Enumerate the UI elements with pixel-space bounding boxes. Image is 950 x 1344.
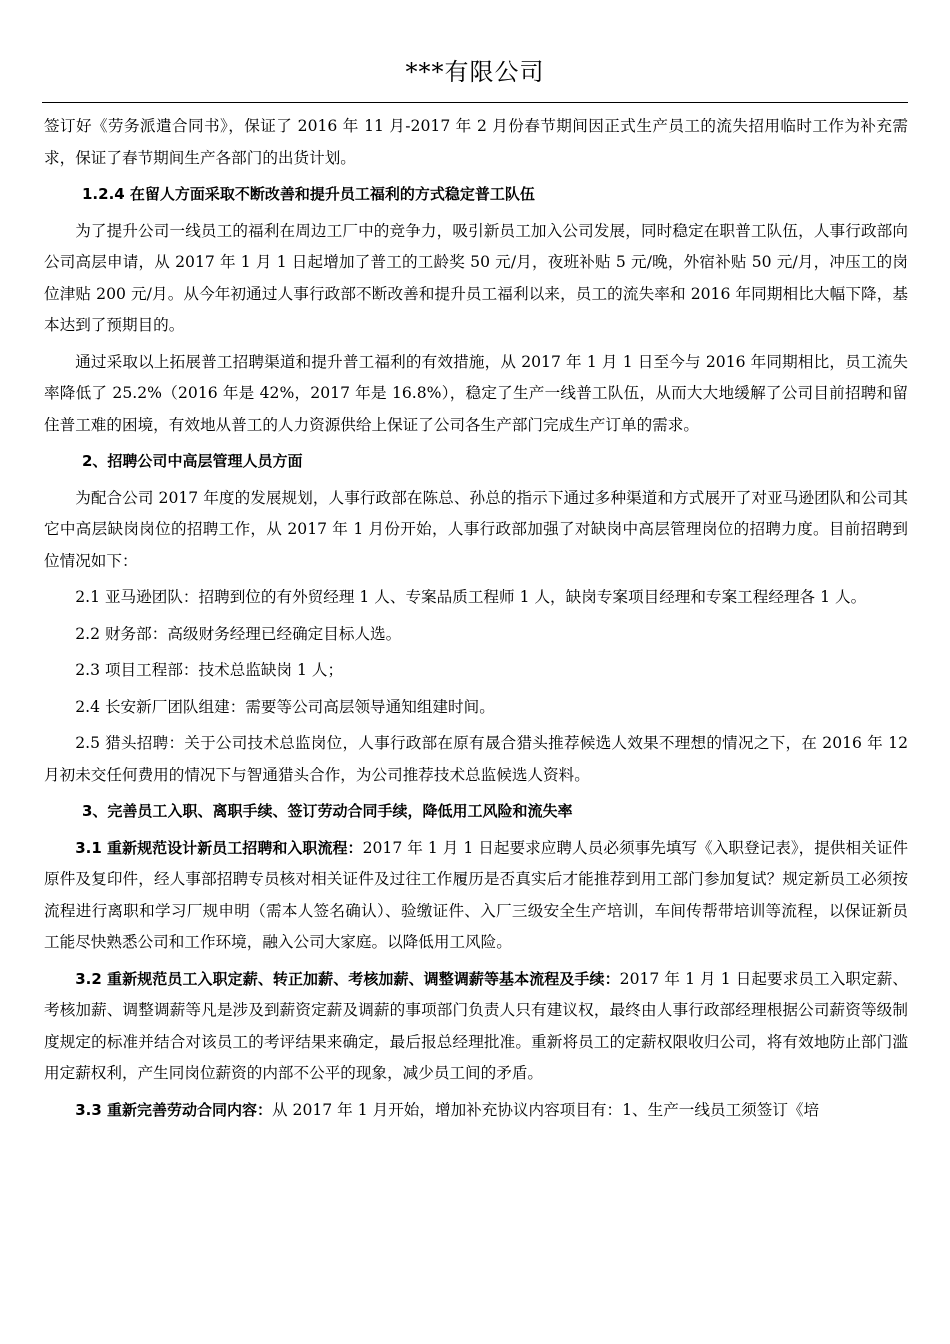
paragraph-text: 2017 年 1 月 1 日起要求应聘人员必须事先填写《入职登记表》，提供相关证件原件及复印件，经人事部招聘专员核对相关证件及过往工作履历是否真实后才能推荐到用工部门参加复试？规定新员工必须按流程进行离职和学习厂规申明（需本人签名确认）、验缴证件、入厂三级安全生产培训，车间传帮带培训等流程，以保证新员工能尽快熟悉公司和工作环境，融入公司大家庭。以降低用工风险。 bbox=[44, 838, 909, 951]
paragraph: 为了提升公司一线员工的福利在周边工厂中的竞争力，吸引新员工加入公司发展，同时稳定在职普工队伍，人事行政部向公司高层申请，从 2017 年 1 月 1 日起增加了普工的工龄奖 50 元/月，夜班补贴 5 元/晚，外宿补贴 50 元/月，冲压工的岗位津贴 200 元/月。从今年初通过人事行政部不断改善和提升员工福利以来，员工的流失率和 2016 年同期相比大幅下降，基本达到了预期目的。 bbox=[44, 221, 908, 334]
page-header-title: ***有限公司 bbox=[405, 58, 545, 86]
list-item: 2.1 亚马逊团队：招聘到位的有外贸经理 1 人、专案品质工程师 1 人，缺岗专案项目经理和专案工程经理各 1 人。 bbox=[75, 588, 867, 606]
list-item: 2.5 猎头招聘：关于公司技术总监岗位，人事行政部在原有晟合猎头推荐候选人效果不理想的情况之下，在 2016 年 12 月初未交任何费用的情况下与智通猎头合作，为公司推荐技术总监候选人资料。 bbox=[44, 734, 908, 784]
list-item: 2.3 项目工程部：技术总监缺岗 1 人； bbox=[75, 661, 344, 679]
paragraph bbox=[44, 1095, 908, 1127]
paragraph: 为配合公司 2017 年度的发展规划，人事行政部在陈总、孙总的指示下通过多种渠道和方式展开了对亚马逊团队和公司其它中高层缺岗岗位的招聘工作，从 2017 年 1 月份开始，人事行政部加强了对缺岗中高层管理岗位的招聘力度。目前招聘到位情况如下： bbox=[44, 488, 908, 570]
header-divider bbox=[42, 102, 908, 103]
section-heading: 3、完善员工入职、离职手续、签订劳动合同手续，降低用工风险和流失率 bbox=[82, 802, 573, 820]
document-body bbox=[44, 111, 908, 1131]
paragraph: 签订好《劳务派遣合同书》，保证了 2016 年 11 月-2017 年 2 月份春节期间因正式生产员工的流失招用临时工作为补充需求，保证了春节期间生产各部门的出货计划。 bbox=[44, 117, 908, 167]
list-item: 2.4 长安新厂团队组建：需要等公司高层领导通知组建时间。 bbox=[75, 697, 495, 716]
paragraph bbox=[44, 833, 908, 959]
paragraph bbox=[44, 964, 908, 1090]
paragraph: 通过采取以上拓展普工招聘渠道和提升普工福利的有效措施，从 2017 年 1 月 1 日至今与 2016 年同期相比，员工流失率降低了 25.2%（2016 年是 42%，2017 年是 16.8%），稳定了生产一线普工队伍，从而大大地缓解了公司目前招聘和留住普工难的困境，有效地从普工的人力资源供给上保证了公司各生产部门完成生产订单的需求。 bbox=[44, 352, 908, 434]
section-heading: 1.2.4 在留人方面采取不断改善和提升员工福利的方式稳定普工队伍 bbox=[82, 185, 535, 203]
subsection-label: 3.3 重新完善劳动合同内容： bbox=[75, 1100, 272, 1119]
paragraph-text: 2017 年 1 月 1 日起要求员工入职定薪、考核加薪、调整调薪等凡是涉及到薪资定薪及调薪的事项部门负责人只有建议权，最终由人事行政部经理根据公司薪资等级制度规定的标准并结合对该员工的考评结果来确定，最后报总经理批准。重新将员工的定薪权限收归公司，将有效地防止部门滥用定薪权利，产生同岗位薪资的内部不公平的现象，减少员工间的矛盾。 bbox=[44, 969, 909, 1082]
paragraph-text: 从 2017 年 1 月开始，增加补充协议内容项目有：1、生产一线员工须签订《培 bbox=[271, 1100, 820, 1119]
subsection-label: 3.2 重新规范员工入职定薪、转正加薪、考核加薪、调整调薪等基本流程及手续： bbox=[75, 969, 620, 988]
list-item: 2.2 财务部：高级财务经理已经确定目标人选。 bbox=[75, 624, 402, 643]
subsection-label: 3.1 重新规范设计新员工招聘和入职流程： bbox=[75, 838, 363, 857]
section-heading: 2、招聘公司中高层管理人员方面 bbox=[82, 452, 303, 470]
